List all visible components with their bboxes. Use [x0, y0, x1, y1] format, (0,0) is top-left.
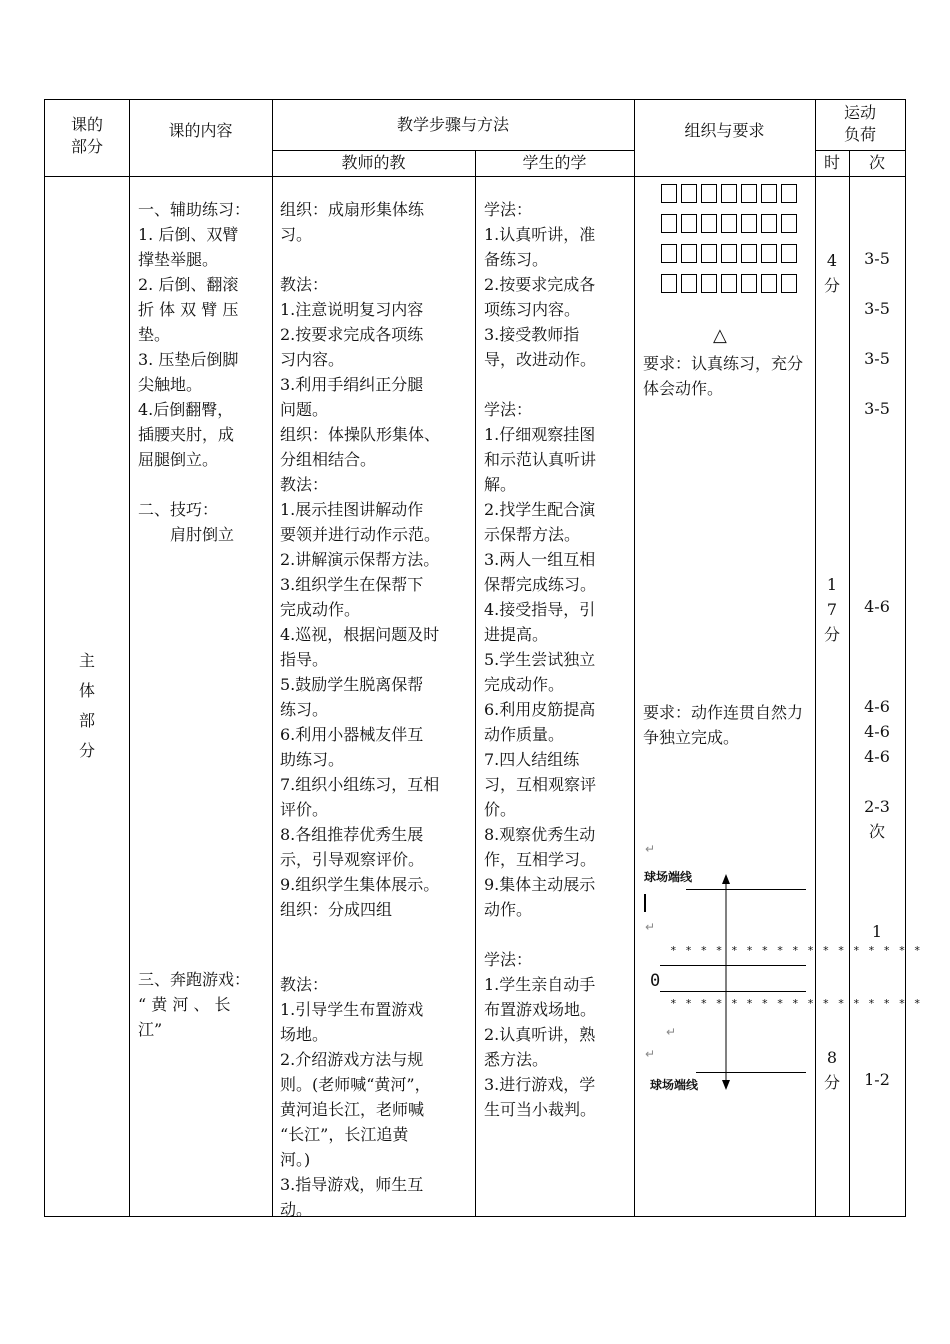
formation-squares [661, 184, 797, 304]
section-label [44, 648, 130, 768]
student-square-icon [721, 274, 737, 293]
header-load: 运动 负荷 [843, 103, 876, 144]
field-endline-top [686, 889, 806, 890]
student-line: 7.四人结组练 [484, 750, 580, 769]
student-line: 9.集体主动展示 [484, 875, 596, 894]
header-content: 课的内容 [168, 121, 233, 140]
section-label-char: 部 [78, 711, 95, 730]
col-divider-4 [634, 99, 635, 1217]
student-square-icon [681, 184, 697, 203]
header-org: 组织与要求 [684, 121, 765, 140]
teacher-line: 黄河追长江，老师喊 [280, 1100, 425, 1119]
count-value: 3-5 [864, 299, 890, 318]
teacher-line: 问题。 [280, 400, 329, 419]
run-direction-arrow-icon [718, 872, 734, 1092]
count-value: 3-5 [864, 399, 890, 418]
teacher-line: 6.利用小器械友伴互 [280, 725, 424, 744]
student-line: 保帮完成练习。 [484, 575, 597, 594]
count-value: 4-6 [864, 697, 890, 716]
student-line: 完成动作。 [484, 675, 565, 694]
time-line: 7 [826, 600, 838, 619]
steps-subheader-line [272, 150, 634, 151]
student-line: 生可当小裁判。 [484, 1100, 597, 1119]
student-line: 2.按要求完成各 [484, 275, 596, 294]
teacher-line [280, 947, 440, 972]
student-line: 导，改进动作。 [484, 350, 597, 369]
teacher-line: 练习。 [280, 700, 329, 719]
content-line: 肩肘倒立 [138, 525, 235, 544]
teacher-line: 3.利用手绢纠正分腿 [280, 375, 424, 394]
student-line: 1.认真听讲，准 [484, 225, 596, 244]
student-square-icon [661, 274, 677, 293]
header-student: 学生的学 [522, 153, 587, 172]
student-line: 4.接受指导，引 [484, 600, 596, 619]
teacher-line: 2.介绍游戏方法与规 [280, 1050, 424, 1069]
return-mark: ↵ [645, 1047, 656, 1061]
student-square-icon [701, 274, 717, 293]
game-content [138, 967, 250, 1042]
content-line: 尖触地。 [138, 375, 203, 394]
teacher-line [280, 247, 440, 272]
content-line: 折 体 双 臂 压 [138, 300, 239, 319]
section-label-char: 主 [78, 651, 95, 670]
student-line: 解。 [484, 475, 517, 494]
teacher-line: 组织：分成四组 [280, 900, 393, 919]
time-line: 分 [823, 1073, 840, 1092]
student-square-icon [661, 184, 677, 203]
student-line: 动作质量。 [484, 725, 565, 744]
table-border-top [44, 99, 906, 100]
return-mark: ↵ [645, 842, 656, 856]
field-endline-top-label: 球场端线 [644, 870, 693, 884]
return-mark: ↵ [666, 1025, 677, 1039]
player-row-bottom: * * * * * * * * * * * * * * * * * [670, 997, 922, 1010]
formation-row [661, 274, 797, 293]
count-value: 2-3 [864, 797, 890, 816]
student-square-icon [781, 244, 797, 263]
student-line: 项练习内容。 [484, 300, 581, 319]
section-label-char: 分 [78, 741, 95, 760]
count-value: 1 [871, 922, 883, 941]
teacher-line [280, 922, 440, 947]
student-line: 备练习。 [484, 250, 549, 269]
teacher-line: 组织：成扇形集体练 [280, 200, 425, 219]
time-value [815, 572, 849, 647]
count-value: 1-2 [864, 1070, 890, 1089]
requirement-1: 要求：认真练习，充分体会动作。 [643, 354, 804, 398]
header-teacher: 教师的教 [341, 153, 406, 172]
teacher-line: 1.展示挂图讲解动作 [280, 500, 424, 519]
student-line [484, 922, 596, 947]
teacher-position-icon: △ [713, 325, 727, 346]
section-label-char: 体 [78, 681, 95, 700]
teacher-line: 则。(老师喊“黄河”， [280, 1075, 431, 1094]
teacher-line: 3.组织学生在保帮下 [280, 575, 424, 594]
student-line: 和示范认真听讲 [484, 450, 597, 469]
teacher-line: 9.组织学生集体展示。 [280, 875, 440, 894]
student-line: 进提高。 [484, 625, 549, 644]
student-line: 示保帮方法。 [484, 525, 581, 544]
time-line: 1 [826, 575, 838, 594]
student-line: 价。 [484, 800, 517, 819]
student-line: 动作。 [484, 900, 533, 919]
student-square-icon [761, 274, 777, 293]
count-value: 4-6 [864, 722, 890, 741]
field-endline-bottom-label: 球场端线 [650, 1078, 699, 1092]
col-divider-3 [475, 150, 476, 1217]
teacher-line: 助练习。 [280, 750, 345, 769]
content-line: 2. 后倒、翻滚 [138, 275, 239, 294]
student-square-icon [781, 274, 797, 293]
header-count: 次 [868, 153, 885, 172]
student-square-icon [741, 274, 757, 293]
content-column [138, 197, 250, 547]
count-value: 3-5 [864, 249, 890, 268]
student-square-icon [661, 244, 677, 263]
teacher-line: 场地。 [280, 1025, 329, 1044]
student-square-icon [721, 184, 737, 203]
student-square-icon [721, 214, 737, 233]
header-time: 时 [823, 153, 840, 172]
teacher-line: 7.组织小组练习，互相 [280, 775, 440, 794]
student-square-icon [701, 184, 717, 203]
cursor-mark [644, 894, 646, 912]
student-line: 2.找学生配合演 [484, 500, 596, 519]
content-line: 垫。 [138, 325, 171, 344]
time-line: 4 [826, 251, 838, 270]
student-square-icon [761, 184, 777, 203]
student-line: 5.学生尝试独立 [484, 650, 596, 669]
content-line: 屈腿倒立。 [138, 450, 219, 469]
student-square-icon [701, 214, 717, 233]
count-value: 3-5 [864, 349, 890, 368]
student-square-icon [681, 214, 697, 233]
time-line: 8 [826, 1048, 838, 1067]
teacher-line: “长江”，长江追黄 [280, 1125, 409, 1144]
requirement-2: 要求：动作连贯自然力争独立完成。 [643, 703, 804, 747]
game-line: 三、奔跑游戏： [138, 970, 251, 989]
teacher-line: 指导。 [280, 650, 329, 669]
formation-row [661, 214, 797, 233]
student-line [484, 372, 596, 397]
game-line: 江” [138, 1020, 163, 1039]
content-line: 插腰夹肘，成 [138, 425, 235, 444]
student-line: 悉方法。 [484, 1050, 549, 1069]
student-line: 学法： [484, 200, 533, 219]
teacher-line: 2.按要求完成各项练 [280, 325, 424, 344]
teacher-line: 河。) [280, 1150, 311, 1169]
student-line: 习，互相观察评 [484, 775, 597, 794]
student-line: 学法： [484, 400, 533, 419]
content-line: 二、技巧： [138, 500, 219, 519]
content-line: 3. 压垫后倒脚 [138, 350, 239, 369]
game-line: “ 黄 河 、 长 [138, 995, 231, 1014]
player-row-top: * * * * * * * * * * * * * * * * * [670, 944, 922, 957]
student-square-icon [781, 184, 797, 203]
time-value [815, 248, 849, 298]
time-line: 分 [823, 625, 840, 644]
teacher-line: 组织：体操队形集体、 [280, 425, 441, 444]
student-line: 布置游戏场地。 [484, 1000, 597, 1019]
teacher-line: 4.巡视，根据问题及时 [280, 625, 440, 644]
teacher-line: 3.指导游戏，师生互 [280, 1175, 424, 1194]
student-line: 1.学生亲自动手 [484, 975, 596, 994]
formation-row [661, 184, 797, 203]
student-square-icon [681, 244, 697, 263]
student-line: 学法： [484, 950, 533, 969]
teacher-line: 示，引导观察评价。 [280, 850, 425, 869]
center-mark: 0 [650, 971, 661, 991]
teacher-line: 2.讲解演示保帮方法。 [280, 550, 440, 569]
teacher-line: 要领并进行动作示范。 [280, 525, 441, 544]
student-line: 3.进行游戏，学 [484, 1075, 596, 1094]
student-line: 6.利用皮筋提高 [484, 700, 596, 719]
student-square-icon [701, 244, 717, 263]
teacher-line: 习内容。 [280, 350, 345, 369]
student-square-icon [761, 214, 777, 233]
teacher-line: 8.各组推荐优秀生展 [280, 825, 424, 844]
student-column [484, 197, 596, 1122]
content-line: 撑垫举腿。 [138, 250, 219, 269]
return-mark: ↵ [645, 920, 656, 934]
field-endline-bottom [696, 1072, 806, 1073]
table-border-right [905, 99, 906, 1217]
student-line: 3.接受教师指 [484, 325, 580, 344]
col-divider-2 [272, 99, 273, 1217]
count-value: 4-6 [864, 747, 890, 766]
student-line: 2.认真听讲，熟 [484, 1025, 596, 1044]
student-square-icon [781, 214, 797, 233]
teacher-column [280, 197, 440, 1222]
teacher-line: 教法： [280, 975, 329, 994]
teacher-line: 完成动作。 [280, 600, 361, 619]
teacher-line: 习。 [280, 225, 313, 244]
teacher-line: 评价。 [280, 800, 329, 819]
student-square-icon [681, 274, 697, 293]
teacher-line: 分组相结合。 [280, 450, 377, 469]
student-line: 8.观察优秀生动 [484, 825, 596, 844]
student-square-icon [741, 244, 757, 263]
load-subheader-line [815, 150, 906, 151]
content-line: 4.后倒翻臀， [138, 400, 234, 419]
content-line: 一、辅助练习： [138, 200, 251, 219]
student-square-icon [661, 214, 677, 233]
time-line: 分 [823, 276, 840, 295]
teacher-line: 1.引导学生布置游戏 [280, 1000, 424, 1019]
count-value: 次 [868, 822, 885, 841]
teacher-line: 教法： [280, 475, 329, 494]
formation-row [661, 244, 797, 263]
content-line [138, 472, 250, 497]
student-square-icon [761, 244, 777, 263]
teacher-line: 动。 [280, 1200, 313, 1219]
teacher-line: 教法： [280, 275, 329, 294]
student-line: 3.两人一组互相 [484, 550, 596, 569]
count-value: 4-6 [864, 597, 890, 616]
time-value [815, 1045, 849, 1095]
student-square-icon [721, 244, 737, 263]
student-square-icon [741, 214, 757, 233]
student-line: 作，互相学习。 [484, 850, 597, 869]
teacher-line: 5.鼓励学生脱离保帮 [280, 675, 424, 694]
student-line: 1.仔细观察挂图 [484, 425, 596, 444]
header-section: 课的 部分 [70, 115, 103, 156]
teacher-line: 1.注意说明复习内容 [280, 300, 424, 319]
header-steps: 教学步骤与方法 [396, 115, 509, 134]
student-square-icon [741, 184, 757, 203]
content-line: 1. 后倒、双臂 [138, 225, 239, 244]
